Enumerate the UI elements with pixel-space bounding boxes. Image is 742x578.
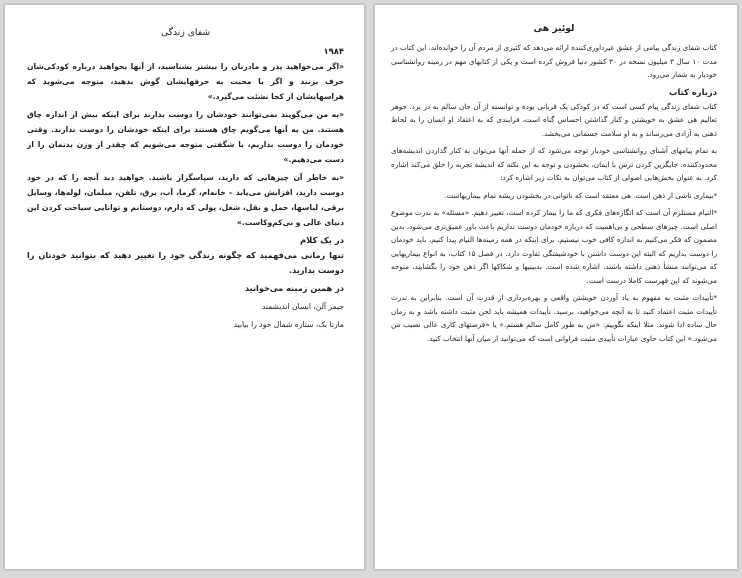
quote-paragraph: «به خاطر آن چیزهایی که دارید، سپاسگزار باشید. خواهید دید آنچه را که در خود دوست دارید، افزایش می‌یابد – خانه‌ام، گرما، آب، برق، تلفن، مبلمان، لوله‌ها، وسایل برقی، لباسها، حمل و نقل، شغل، پولی که دارم، دوستانم و توانایی سیاحت کردن این دنیای عالی و بی‌کم‌وکاست.» [27, 173, 344, 227]
section-heading: در یک کلام [299, 235, 344, 245]
quote-paragraph: «به من می‌گویند نمی‌توانند خودشان را دوست بدارند برای اینکه بیش از اندازه چاق هستند. من به آنها می‌گویم چاق هستند برای اینکه خودشان را دوست ندارند. وقتی خودمان را دوست بداریم، با شگفتی متوجه می‌شویم که چقدر از وزن بدنمان را از دست می‌دهیم.» [27, 110, 344, 164]
book-page-right [374, 4, 738, 570]
body-paragraph: *تأییدات مثبت به مفهوم به یاد آوردن خویشتن واقعی و بهره‌برداری از قدرت آن است. بنابراین به ندرت تأییدات مثبت اعتماد کنید تا به آنچه می‌خواهید، برسید. تأییدات همیشه باید لحن مثبت داشته باشد و به زمان حال ساده ادا شوند. مثلا اینکه بگوییم: «من به طور کامل سالم هستم.» یا «فرصتهای کاری عالی نصیب من می‌شود.» این کتاب حاوی عبارات تأییدی مثبت فراوانی است که می‌توانید از میان آنها انتخاب کنید. [391, 293, 717, 343]
book-page-left [4, 4, 365, 570]
body-paragraph: کتاب شفای زندگی پیام کسی است که در کودکی یک قربانی بوده و توانسته از آن جان سالم به در برد. جوهر تعالیم هی عشق به خویشتن و کنار گذاشتن احساس گناه است، فرایندی که به اعتقاد او انسان را به لحاظ ذهنی به آزادی می‌رساند و به او سلامت جسمانی می‌بخشد. [391, 101, 717, 138]
intro-paragraph: کتاب شفای زندگی پیامی از عشق غیرداوری‌کننده ارائه می‌دهد که کثیری از مردم آن را خوانده‌اند. این کتاب در مدت ۱۰ سال ۳ میلیون نسخه در ۳۰ کشور دنیا فروش کرده است و یکی از کتابهای مهم در زمینه روانشناسی خودیار به شمار می‌رود. [391, 43, 717, 79]
summary-paragraph: تنها زمانی می‌فهمید که چگونه زندگی خود را تغییر دهید که بتوانید خودتان را دوست بدارید. [27, 250, 344, 275]
section-heading: درباره کتاب [669, 86, 717, 97]
body-paragraph: *التیام مستلزم آن است که انگاره‌های فکری که ما را بیمار کرده است، تغییر دهیم. «مسئله» به ندرت موضوع اصلی است. چیزهای سطحی و بی‌اهمیت که درباره خودمان دوست نداریم باعث باور عمیق‌تری می‌شود، بدین مضمون که فکر می‌کنیم به اندازه کافی خوب نیستیم. برای اینکه در همه زمینه‌ها التیام پیدا کنیم، باید خودمان را دوست بداریم که البته این دوست داشتن با خودشیفتگی تفاوت دارد. در فصل ۱۵ کتاب، به انواع بیماریهایی که می‌توانند منشأ ذهنی داشته باشند، اشاره شده است. بدبینیها و شکاکها اگر ذهن خود را بگشایند، متوجه می‌شوند که این فهرست کاملا درست است. [391, 208, 718, 285]
year-heading: ۱۹۸۴ [323, 46, 344, 56]
quote-paragraph: «اگر می‌خواهید پدر و مادرتان را بیشتر بشناسید، از آنها بخواهید درباره کودکی‌شان حرف بزنند و اگر با محبت به حرفهایشان گوش بدهید، متوجه می‌شوید که هراسهایشان از کجا نشئت می‌گیرد.» [27, 62, 344, 101]
page-title: لوئیز هی [533, 23, 575, 34]
related-reading-item: مارتا بک، ستاره شمال خود را بیابید [233, 320, 344, 329]
related-reading-heading: در همین زمینه می‌خوانید [244, 283, 344, 293]
body-paragraph: *بیماری ناشی از ذهن است. هی معتقد است که ناتوانی در بخشودن ریشه تمام بیماریهاست. [444, 190, 717, 200]
related-reading-item: جیمز آلن، انسان اندیشمند [261, 302, 344, 311]
body-paragraph: به تمام پیامهای آشنای روانشناسی خودیار توجه می‌شود که از جمله آنها می‌توان به کنار گذاردن اندیشه‌های محدودکننده، جایگزین کردن ترس با ایمان، بخشودن و توجه به این نکته که اندیشه تجربه را خلق می‌کند اشاره کرد. به عنوان بخش‌هایی اصولی از کتاب می‌توان به نکات زیر اشاره کرد: [391, 146, 717, 182]
page-title: شفای زندگی [160, 27, 211, 38]
